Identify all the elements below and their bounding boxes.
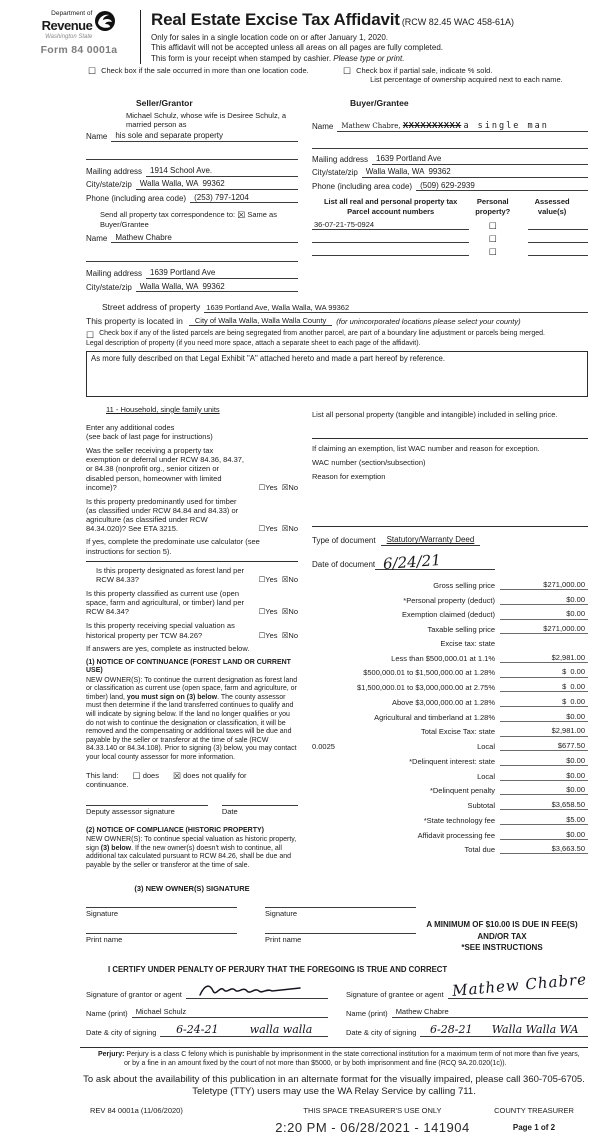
header-line2: This affidavit will not be accepted unless all areas on all pages are fully completed. bbox=[151, 43, 444, 53]
date-of-document-label: Date of document bbox=[312, 560, 376, 570]
tax-value-technology-fee[interactable]: $5.00 bbox=[500, 815, 588, 825]
question-forest-land-answer[interactable]: ☐Yes ☒No bbox=[258, 574, 298, 584]
seller-phone-label: Phone (including area code) bbox=[86, 193, 187, 203]
correspondence-mailing-label: Mailing address bbox=[86, 269, 143, 279]
street-address-field[interactable]: 1639 Portland Ave, Walla Walla, WA 99362 bbox=[204, 303, 588, 313]
page-indicator: Page 1 of 2 bbox=[512, 1122, 556, 1132]
logo-dept-text: Department of bbox=[51, 10, 93, 17]
date-of-document-field[interactable] bbox=[375, 551, 495, 574]
right-column-divider-1 bbox=[312, 438, 588, 439]
buyer-phone-field[interactable]: (509) 629-2939 bbox=[416, 181, 588, 192]
seller-name-line1: Michael Schulz, whose wife is Desiree Schulz, a married person as bbox=[126, 110, 287, 129]
new-owners-signature-title: (3) NEW OWNER(S) SIGNATURE bbox=[134, 884, 250, 894]
tax-label-exemption-deduct: Exemption claimed (deduct) bbox=[402, 610, 495, 620]
segregated-label: Check box if any of the listed parcels are being segregated from another parcel, are part of a boundary line adjustment or parcels being merged. bbox=[99, 330, 545, 338]
revenue-swirl-icon bbox=[94, 10, 116, 32]
buyer-grantee-section bbox=[312, 84, 588, 292]
question-current-use: Is this property classified as current use (open space, farm and agricultural, or timber) land per RCW 84.34? bbox=[86, 588, 244, 617]
certify-statement: I CERTIFY UNDER PENALTY OF PERJURY THAT THE FOREGOING IS TRUE AND CORRECT bbox=[108, 964, 448, 974]
header-divider bbox=[140, 10, 141, 64]
tax-value-delinquent-penalty[interactable]: $0.00 bbox=[500, 785, 588, 795]
question-historical-answer[interactable]: ☐Yes ☒No bbox=[258, 630, 298, 640]
correspondence-label: Send all property tax correspondence to: bbox=[100, 210, 236, 220]
tax-value-excise-state bbox=[500, 639, 588, 648]
seller-mailing-field[interactable]: 1914 School Ave. bbox=[146, 166, 298, 177]
grantee-date-city-field[interactable] bbox=[420, 1023, 588, 1037]
buyer-city-field[interactable]: Walla Walla, WA 99362 bbox=[362, 167, 588, 178]
predominate-use-note: If yes, complete the predominate use calculator (see instructions for section 5). bbox=[86, 537, 260, 556]
tax-label-technology-fee: *State technology fee bbox=[423, 815, 495, 825]
located-in-note: (for unincorporated locations please select your county) bbox=[336, 317, 521, 327]
additional-codes-label: Enter any additional codes bbox=[86, 422, 175, 432]
local-rate: 0.0025 bbox=[312, 742, 335, 752]
county-treasurer-label: COUNTY TREASURER bbox=[494, 1105, 574, 1115]
correspondence-extra-line[interactable] bbox=[86, 252, 298, 262]
buyer-heading: Buyer/Grantee bbox=[350, 98, 409, 109]
tax-value-gross[interactable]: $271,000.00 bbox=[500, 580, 588, 590]
continuance-word: continuance. bbox=[86, 780, 129, 790]
form-number: Form 84 0001a bbox=[40, 44, 118, 57]
new-owner-signature-line-2[interactable]: Signature bbox=[265, 907, 416, 918]
question-current-use-answer[interactable]: ☐Yes ☒No bbox=[258, 607, 298, 617]
form-header bbox=[0, 0, 600, 62]
new-owner-printname-line-1[interactable]: Print name bbox=[86, 933, 237, 944]
grantor-signature-label: Signature of grantor or agent bbox=[86, 990, 182, 1000]
tax-label-total-due: Total due bbox=[464, 845, 495, 855]
parcel-row-1 bbox=[312, 220, 588, 230]
answers-instruction: If answers are yes, complete as instructed below. bbox=[86, 643, 250, 653]
land-use-code: 11 - Household, single family units bbox=[106, 404, 220, 414]
buyer-mailing-field[interactable]: 1639 Portland Ave bbox=[372, 154, 588, 165]
deputy-assessor-signature-line[interactable]: Deputy assessor signature bbox=[86, 805, 208, 816]
rev-form-number: REV 84 0001a (11/06/2020) bbox=[90, 1105, 183, 1115]
correspondence-city-field[interactable]: Walla Walla, WA 99362 bbox=[136, 282, 298, 293]
tax-table bbox=[312, 580, 588, 854]
new-owner-printname-line-2[interactable]: Print name bbox=[265, 933, 416, 944]
land-does-label: does bbox=[142, 771, 159, 781]
tax-value-tier1[interactable]: $2,981.00 bbox=[500, 653, 588, 663]
claiming-exemption-label: If claiming an exemption, list WAC number and reason for exception. bbox=[312, 443, 540, 453]
type-of-document-field[interactable]: Statutory/Warranty Deed bbox=[381, 535, 481, 546]
question-historical: Is this property receiving special valuation as historical property per TCW 84.26? bbox=[86, 621, 235, 640]
new-owner-signature-line-1[interactable]: Signature bbox=[86, 907, 237, 918]
tax-label-agricultural: Agricultural and timberland at 1.28% bbox=[374, 712, 495, 722]
personal-property-checkbox-1[interactable]: ☐ bbox=[488, 221, 497, 231]
rcw-reference: (RCW 82.45 WAC 458-61A) bbox=[401, 17, 515, 27]
grantor-handwritten-city: walla walla bbox=[249, 1023, 313, 1037]
buyer-name-label: Name bbox=[312, 122, 334, 132]
parcel-row-3 bbox=[312, 247, 588, 256]
tax-label-taxable: Taxable selling price bbox=[427, 625, 495, 635]
reason-exemption-label: Reason for exemption bbox=[312, 472, 386, 482]
buyer-mailing-label: Mailing address bbox=[312, 155, 369, 164]
partial-sale-checkbox[interactable]: ☐ bbox=[343, 66, 352, 76]
page-title: Real Estate Excise Tax Affidavit bbox=[151, 10, 400, 29]
logo-state-text: Washington State bbox=[45, 33, 93, 40]
header-line1: Only for sales in a single location code on or after January 1, 2020. bbox=[151, 32, 389, 42]
tty-note: Teletype (TTY) users may use the WA Relay Service by calling 711. bbox=[192, 1086, 476, 1098]
notice-compliance-title: (2) NOTICE OF COMPLIANCE (HISTORIC PROPERTY) bbox=[86, 826, 264, 834]
tax-value-tier2[interactable]: $ 0.00 bbox=[500, 667, 588, 677]
notice-compliance-body: NEW OWNER(S): To continue special valuation as historic property, sign (3) below. If the new owner(s) doesn't wish to continue, all additional tax calculated pursuant to RCW 84.26, shall be due and payable by the seller or transferor at the time of sale. bbox=[86, 836, 297, 869]
grantor-name-print-field[interactable]: Michael Schulz bbox=[132, 1009, 328, 1018]
correspondence-name-field[interactable]: Mathew Chabre bbox=[111, 233, 298, 244]
tax-value-tier3[interactable]: $ 0.00 bbox=[500, 682, 588, 692]
this-land-label: This land: bbox=[86, 771, 119, 781]
minimum-fee-note: A MINIMUM OF $10.00 IS DUE IN FEE(S) AND/OR TAX *SEE INSTRUCTIONS bbox=[426, 920, 578, 952]
tax-label-tier1: Less than $500,000.01 at 1.1% bbox=[391, 653, 495, 663]
seller-name-field[interactable]: his sole and separate property bbox=[111, 131, 298, 142]
tax-value-agricultural[interactable]: $0.00 bbox=[500, 712, 588, 722]
tax-label-personal-deduct: *Personal property (deduct) bbox=[403, 595, 495, 605]
question-exemption-deferral-answer[interactable]: ☐Yes ☒No bbox=[258, 482, 298, 492]
tax-value-subtotal[interactable]: $3,658.50 bbox=[500, 800, 588, 810]
tax-label-local: Local bbox=[477, 742, 495, 752]
assessed-value-field-1[interactable] bbox=[528, 221, 588, 230]
grantor-signing-block bbox=[86, 980, 328, 1037]
land-does-not-checkbox[interactable]: ☒ bbox=[172, 771, 182, 782]
logo-revenue-text: Revenue bbox=[41, 17, 93, 33]
left-column-divider bbox=[86, 561, 298, 562]
tax-label-tier3: $1,500,000.01 to $3,000,000.00 at 2.75% bbox=[356, 683, 495, 693]
grantor-name-print-label: Name (print) bbox=[86, 1009, 128, 1019]
assessed-value-field-3[interactable] bbox=[528, 247, 588, 256]
tax-value-delinquent-interest-local[interactable]: $0.00 bbox=[500, 771, 588, 781]
correspondence-mailing-field[interactable]: 1639 Portland Ave bbox=[146, 268, 298, 279]
parcel-number-field-3[interactable] bbox=[312, 247, 469, 256]
seller-name-extra-line[interactable] bbox=[86, 150, 298, 160]
land-does-not-label: does not qualify for bbox=[183, 771, 247, 781]
same-as-buyer-checkbox[interactable]: ☒ bbox=[237, 210, 246, 221]
right-column-divider-2 bbox=[312, 526, 588, 527]
parcel-row-2 bbox=[312, 234, 588, 243]
parcel-number-field-1[interactable]: 36-07-21-75-0924 bbox=[312, 220, 469, 230]
personal-property-checkbox-2[interactable]: ☐ bbox=[488, 234, 497, 245]
parcel-table-header: List all real and personal property tax Parcel account numbers Personal property? Assessed value(s) bbox=[323, 197, 570, 216]
tax-computation-section bbox=[312, 405, 588, 894]
seller-heading: Seller/Grantor bbox=[136, 98, 193, 109]
multi-location-checkbox[interactable]: ☐ bbox=[88, 66, 97, 76]
grantee-handwritten-city: Walla Walla WA bbox=[491, 1023, 579, 1037]
tax-label-processing-fee: Affidavit processing fee bbox=[417, 830, 495, 840]
additional-codes-note: (see back of last page for instructions) bbox=[86, 431, 213, 441]
grantee-signature-label: Signature of grantee or agent bbox=[346, 990, 444, 1000]
tax-value-processing-fee[interactable]: $0.00 bbox=[500, 830, 588, 840]
land-qualify-row bbox=[86, 771, 298, 780]
tax-value-total-due[interactable]: $3,663.50 bbox=[500, 844, 588, 854]
correspondence-city-label: City/state/zip bbox=[86, 282, 132, 292]
tax-label-gross: Gross selling price bbox=[433, 581, 495, 591]
tax-value-local[interactable]: $677.50 bbox=[500, 741, 588, 751]
grantor-signature-scribble bbox=[196, 982, 306, 1000]
tax-value-tier4[interactable]: $ 0.00 bbox=[500, 697, 588, 707]
partial-sale-label: Check box if partial sale, indicate % sold. List percentage of ownership acquired next to each name. bbox=[356, 66, 563, 85]
grantee-handwritten-date: 6-28-21 bbox=[430, 1023, 473, 1037]
grantee-handwritten-signature: Mathew Chabre bbox=[451, 970, 588, 1001]
seller-city-field[interactable]: Walla Walla, WA 99362 bbox=[136, 179, 298, 190]
tax-label-delinquent-interest-state: *Delinquent interest: state bbox=[409, 756, 495, 766]
wac-number-label: WAC number (section/subsection) bbox=[312, 457, 426, 467]
question-timber-agriculture-answer[interactable]: ☐Yes ☒No bbox=[258, 524, 298, 534]
grantee-signing-block bbox=[346, 970, 588, 1038]
handwritten-document-date: 6/24/21 bbox=[382, 551, 442, 574]
grantee-name-print-field[interactable]: Mathew Chabre bbox=[392, 1009, 588, 1018]
land-does-checkbox[interactable]: ☐ bbox=[132, 771, 141, 782]
buyer-phone-label: Phone (including area code) bbox=[312, 181, 413, 191]
alternate-format-note: To ask about the availability of this publication in an alternate format for the visually impaired, please call 360-705-6705. bbox=[83, 1073, 585, 1085]
tax-value-personal-deduct[interactable]: $0.00 bbox=[500, 595, 588, 605]
tax-label-subtotal: Subtotal bbox=[467, 801, 495, 811]
parcel-number-field-2[interactable] bbox=[312, 234, 469, 243]
grantor-date-city-field[interactable] bbox=[160, 1023, 328, 1037]
question-timber-agriculture: Is this property predominantly used for timber (as classified under RCW 84.84 and 84.33) or agriculture (as classified under RCW 84.34.020)? See ETA 3215. bbox=[86, 496, 239, 534]
type-of-document-label: Type of document bbox=[312, 536, 376, 546]
assessed-value-field-2[interactable] bbox=[528, 234, 588, 243]
legal-description-label: Legal description of property (if you need more space, attach a separate sheet to each page of the affidavit). bbox=[86, 340, 421, 348]
tax-value-delinquent-interest-state[interactable]: $0.00 bbox=[500, 756, 588, 766]
treasurer-use-label: THIS SPACE TREASURER'S USE ONLY bbox=[303, 1105, 442, 1115]
seller-city-label: City/state/zip bbox=[86, 180, 132, 190]
multi-location-label: Check box if the sale occurred in more than one location code. bbox=[101, 66, 309, 75]
tax-label-tier4: Above $3,000,000.00 at 1.28% bbox=[391, 697, 495, 707]
notice-continuance-title: (1) NOTICE OF CONTINUANCE (FOREST LAND OR CURRENT USE) bbox=[86, 658, 291, 675]
seller-grantor-section bbox=[86, 84, 298, 292]
same-as-buyer-label: Same as Buyer/Grantee bbox=[100, 210, 277, 229]
tax-label-delinquent-penalty: *Delinquent penalty bbox=[429, 786, 495, 796]
street-address-label: Street address of property bbox=[102, 302, 201, 313]
dor-logo bbox=[28, 10, 130, 62]
seller-mailing-label: Mailing address bbox=[86, 167, 143, 177]
tax-value-taxable[interactable]: $271,000.00 bbox=[500, 624, 588, 634]
footer-divider bbox=[80, 1047, 588, 1048]
grantor-handwritten-date: 6-24-21 bbox=[176, 1023, 219, 1037]
tax-value-total-state[interactable]: $2,981.00 bbox=[500, 726, 588, 736]
grantee-date-city-label: Date & city of signing bbox=[346, 1028, 417, 1038]
treasurer-stamp: 2:20 PM - 06/28/2021 - 141904 bbox=[275, 1119, 470, 1135]
buyer-name-extra-line[interactable] bbox=[312, 139, 588, 149]
located-in-label: This property is located in bbox=[86, 315, 183, 326]
question-exemption-deferral: Was the seller receiving a property tax exemption or deferral under RCW 84.36, 84.37, or 84.38 (nonprofit org., senior citizen or disabled person, homeowner with limited income)? bbox=[86, 446, 245, 492]
grantee-signature-field[interactable] bbox=[448, 970, 588, 1001]
buyer-name-field[interactable]: Mathew Chabre, XXXXXXXXXX a single man bbox=[337, 121, 588, 132]
grantor-date-city-label: Date & city of signing bbox=[86, 1028, 157, 1038]
question-forest-land: Is this property designated as forest land per RCW 84.33? bbox=[96, 565, 245, 584]
buyer-city-label: City/state/zip bbox=[312, 168, 358, 178]
legal-description-box[interactable]: As more fully described on that Legal Exhibit "A" attached hereto and made a part hereof by reference. bbox=[86, 351, 588, 397]
use-codes-section bbox=[86, 405, 298, 894]
grantee-name-print-label: Name (print) bbox=[346, 1009, 388, 1019]
personal-property-instruction: List all personal property (tangible and intangible) included in selling price. bbox=[312, 409, 558, 419]
personal-property-checkbox-3[interactable]: ☐ bbox=[488, 247, 497, 258]
header-line3: This form is your receipt when stamped by cashier. Please type or print. bbox=[151, 53, 405, 63]
tax-label-tier2: $500,000.01 to $1,500,000.00 at 1.28% bbox=[363, 668, 495, 678]
tax-value-exemption-deduct[interactable]: $0.00 bbox=[500, 609, 588, 619]
seller-name-label: Name bbox=[86, 132, 108, 142]
correspondence-name-label: Name bbox=[86, 233, 108, 243]
grantor-signature-field[interactable] bbox=[186, 990, 328, 999]
segregated-checkbox[interactable]: ☐ bbox=[86, 330, 95, 341]
seller-phone-field[interactable]: (253) 797-1204 bbox=[190, 193, 298, 204]
notice-continuance-body: NEW OWNER(S): To continue the current designation as forest land or classification as current use (open space, farm and agriculture, or timber) land, you must sign on (3) below. The county assessor must then determine if the land transferred continues to qualify and will indicate by signing below. If the land no longer qualifies or you do not wish to continue the designation or classification, it will be removed and the compensating or additional taxes will be due and payable by the seller or transferor at the time of sale (RCW 84.33.140 or 84.34.108). Prior to signing (3) below, you may contact your local county assessor for more information. bbox=[86, 676, 298, 761]
perjury-note: Perjury: Perjury is a class C felony which is punishable by imprisonment in the state correctional institution for a maximum term of not more than five years, or by a fine in an amount fixed by the court of not more than $5000, or by both imprisonment and fine (RCQ 9A.20.020(1c)). bbox=[98, 1051, 580, 1067]
located-in-field[interactable]: City of Walla Walla, Walla Walla County bbox=[189, 316, 332, 326]
tax-label-total-state: Total Excise Tax: state bbox=[420, 727, 495, 737]
tax-label-delinquent-interest-local: Local bbox=[477, 771, 495, 781]
deputy-date-line[interactable]: Date bbox=[222, 805, 298, 816]
tax-label-excise-state: Excise tax: state bbox=[440, 638, 495, 648]
redacted-x-text: XXXXXXXXXX bbox=[402, 120, 462, 130]
